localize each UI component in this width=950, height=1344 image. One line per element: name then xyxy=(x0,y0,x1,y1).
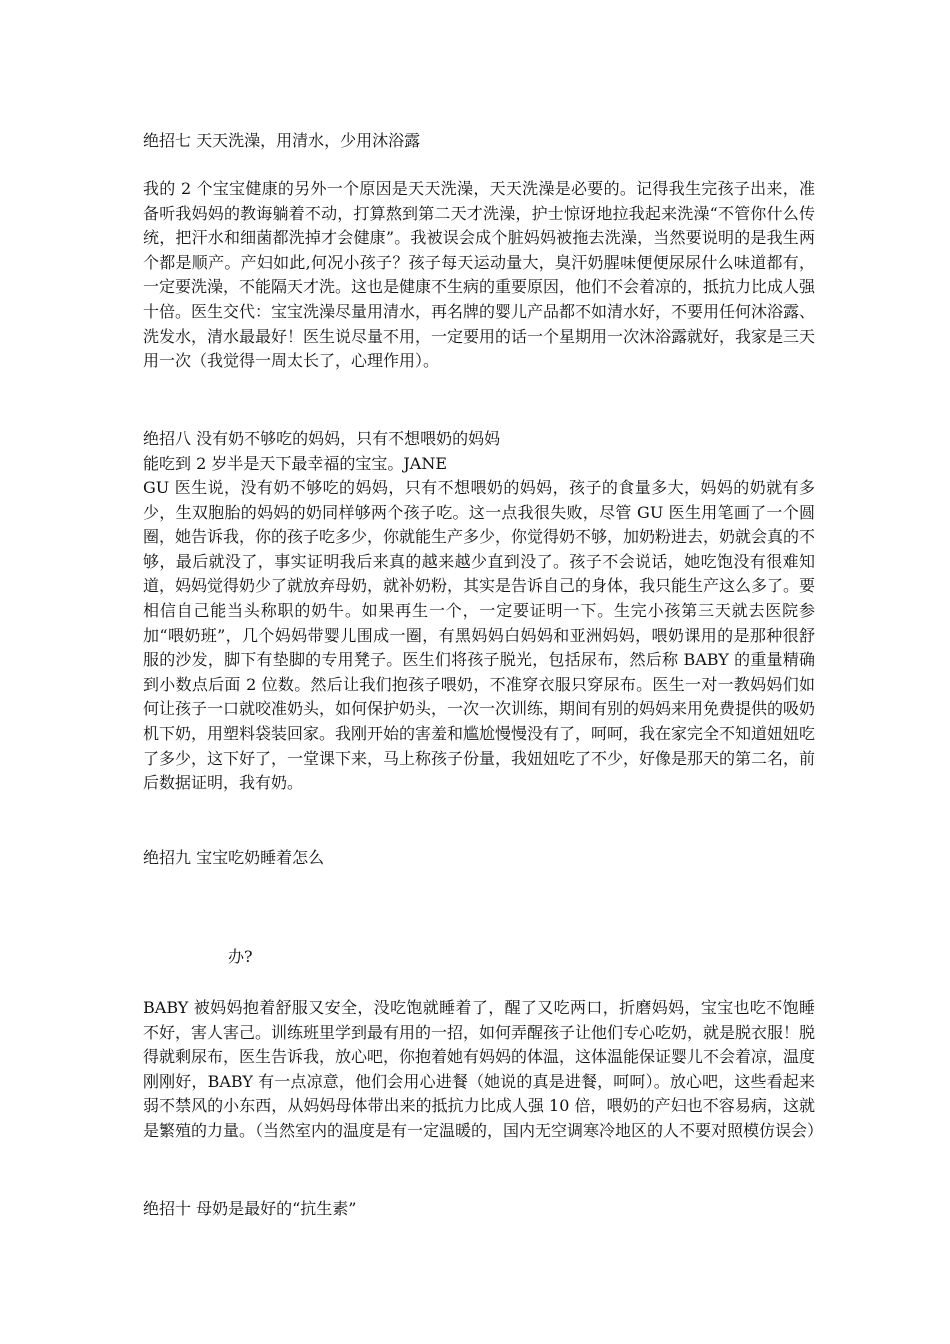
heading-tip-9-tail: 办? xyxy=(228,947,253,966)
heading-tip-8: 绝招八 没有奶不够吃的妈妈，只有不想喂奶的妈妈 xyxy=(143,429,501,448)
heading-tip-9: 绝招九 宝宝吃奶睡着怎么 xyxy=(143,848,325,867)
heading-tip-7: 绝招七 天天洗澡，用清水，少用沐浴露 xyxy=(143,131,421,150)
paragraph-tip-7: 我的 2 个宝宝健康的另外一个原因是天天洗澡，天天洗澡是必要的。记得我生完孩子出来，准备听我妈妈的教诲躺着不动，打算熬到第二天才洗澡，护士惊讶地拉我起来洗澡“不管你什么传统，把汗水和细菌都洗掉才会健康”。我被误会成个脏妈妈被拖去洗澡，当然要说明的是我生两个都是顺产。产妇如此,何况小孩子？孩子每天运动量大，臭汗奶腥味便便尿尿什么味道都有，一定要洗澡，不能隔天才洗。这也是健康不生病的重要原因，他们不会着凉的，抵抗力比成人强十倍。医生交代：宝宝洗澡尽量用清水，再名牌的婴儿产品都不如清水好，不要用任何沐浴露、洗发水，清水最最好！医生说尽量不用，一定要用的话一个星期用一次沐浴露就好，我家是三天用一次（我觉得一周太长了，心理作用）。 xyxy=(143,179,816,371)
heading-tip-10: 绝招十 母奶是最好的“抗生素” xyxy=(143,1199,357,1218)
paragraph-tip-8: GU 医生说，没有奶不够吃的妈妈，只有不想喂奶的妈妈，孩子的食量多大，妈妈的奶就有多少，生双胞胎的妈妈的奶同样够两个孩子吃。这一点我很失败，尽管 GU 医生用笔画了一个圆圈，她告诉我，你的孩子吃多少，你就能生产多少，你觉得奶不够，加奶粉进去，奶就会真的不够，最后就没了，事实证明我后来真的越来越少直到没了。孩子不会说话，她吃饱没有很难知道，妈妈觉得奶少了就放弃母奶，就补奶粉，其实是告诉自己的身体，我只能生产这么多了。要相信自己能当头称职的奶牛。如果再生一个，一定要证明一下。生完小孩第三天就去医院参加“喂奶班”，几个妈妈带婴儿围成一圈，有黑妈妈白妈妈和亚洲妈妈，喂奶课用的是那种很舒服的沙发，脚下有垫脚的专用凳子。医生们将孩子脱光，包括尿布，然后称 BABY 的重量精确到小数点后面 2 位数。然后让我们抱孩子喂奶，不准穿衣服只穿尿布。医生一对一教妈妈们如何让孩子一口就咬准奶头，如何保护奶头，一次一次训练，期间有别的妈妈来用免费提供的吸奶机下奶，用塑料袋装回家。我刚开始的害羞和尴尬慢慢没有了，呵呵，我在家完全不知道妞妞吃了多少，这下好了，一堂课下来，马上称孩子份量，我妞妞吃了不少，好像是那天的第二名，前后数据证明，我有奶。 xyxy=(143,478,816,793)
paragraph-tip-9: BABY 被妈妈抱着舒服又安全，没吃饱就睡着了，醒了又吃两口，折磨妈妈，宝宝也吃不饱睡不好，害人害己。训练班里学到最有用的一招，如何弄醒孩子让他们专心吃奶，就是脱衣服！脱得就剩尿布，医生告诉我，放心吧，你抱着她有妈妈的体温，这体温能保证婴儿不会着凉，温度刚刚好，BABY 有一点凉意，他们会用心进餐（她说的真是进餐，呵呵）。放心吧，这些看起来弱不禁风的小东西，从妈妈母体带出来的抵抗力比成人强 10 倍，喂奶的产妇也不容易病，这就是繁殖的力量。（当然室内的温度是有一定温暖的，国内无空调寒冷地区的人不要对照模仿误会） xyxy=(143,998,824,1140)
subheading-tip-8: 能吃到 2 岁半是天下最幸福的宝宝。JANE xyxy=(143,454,448,473)
